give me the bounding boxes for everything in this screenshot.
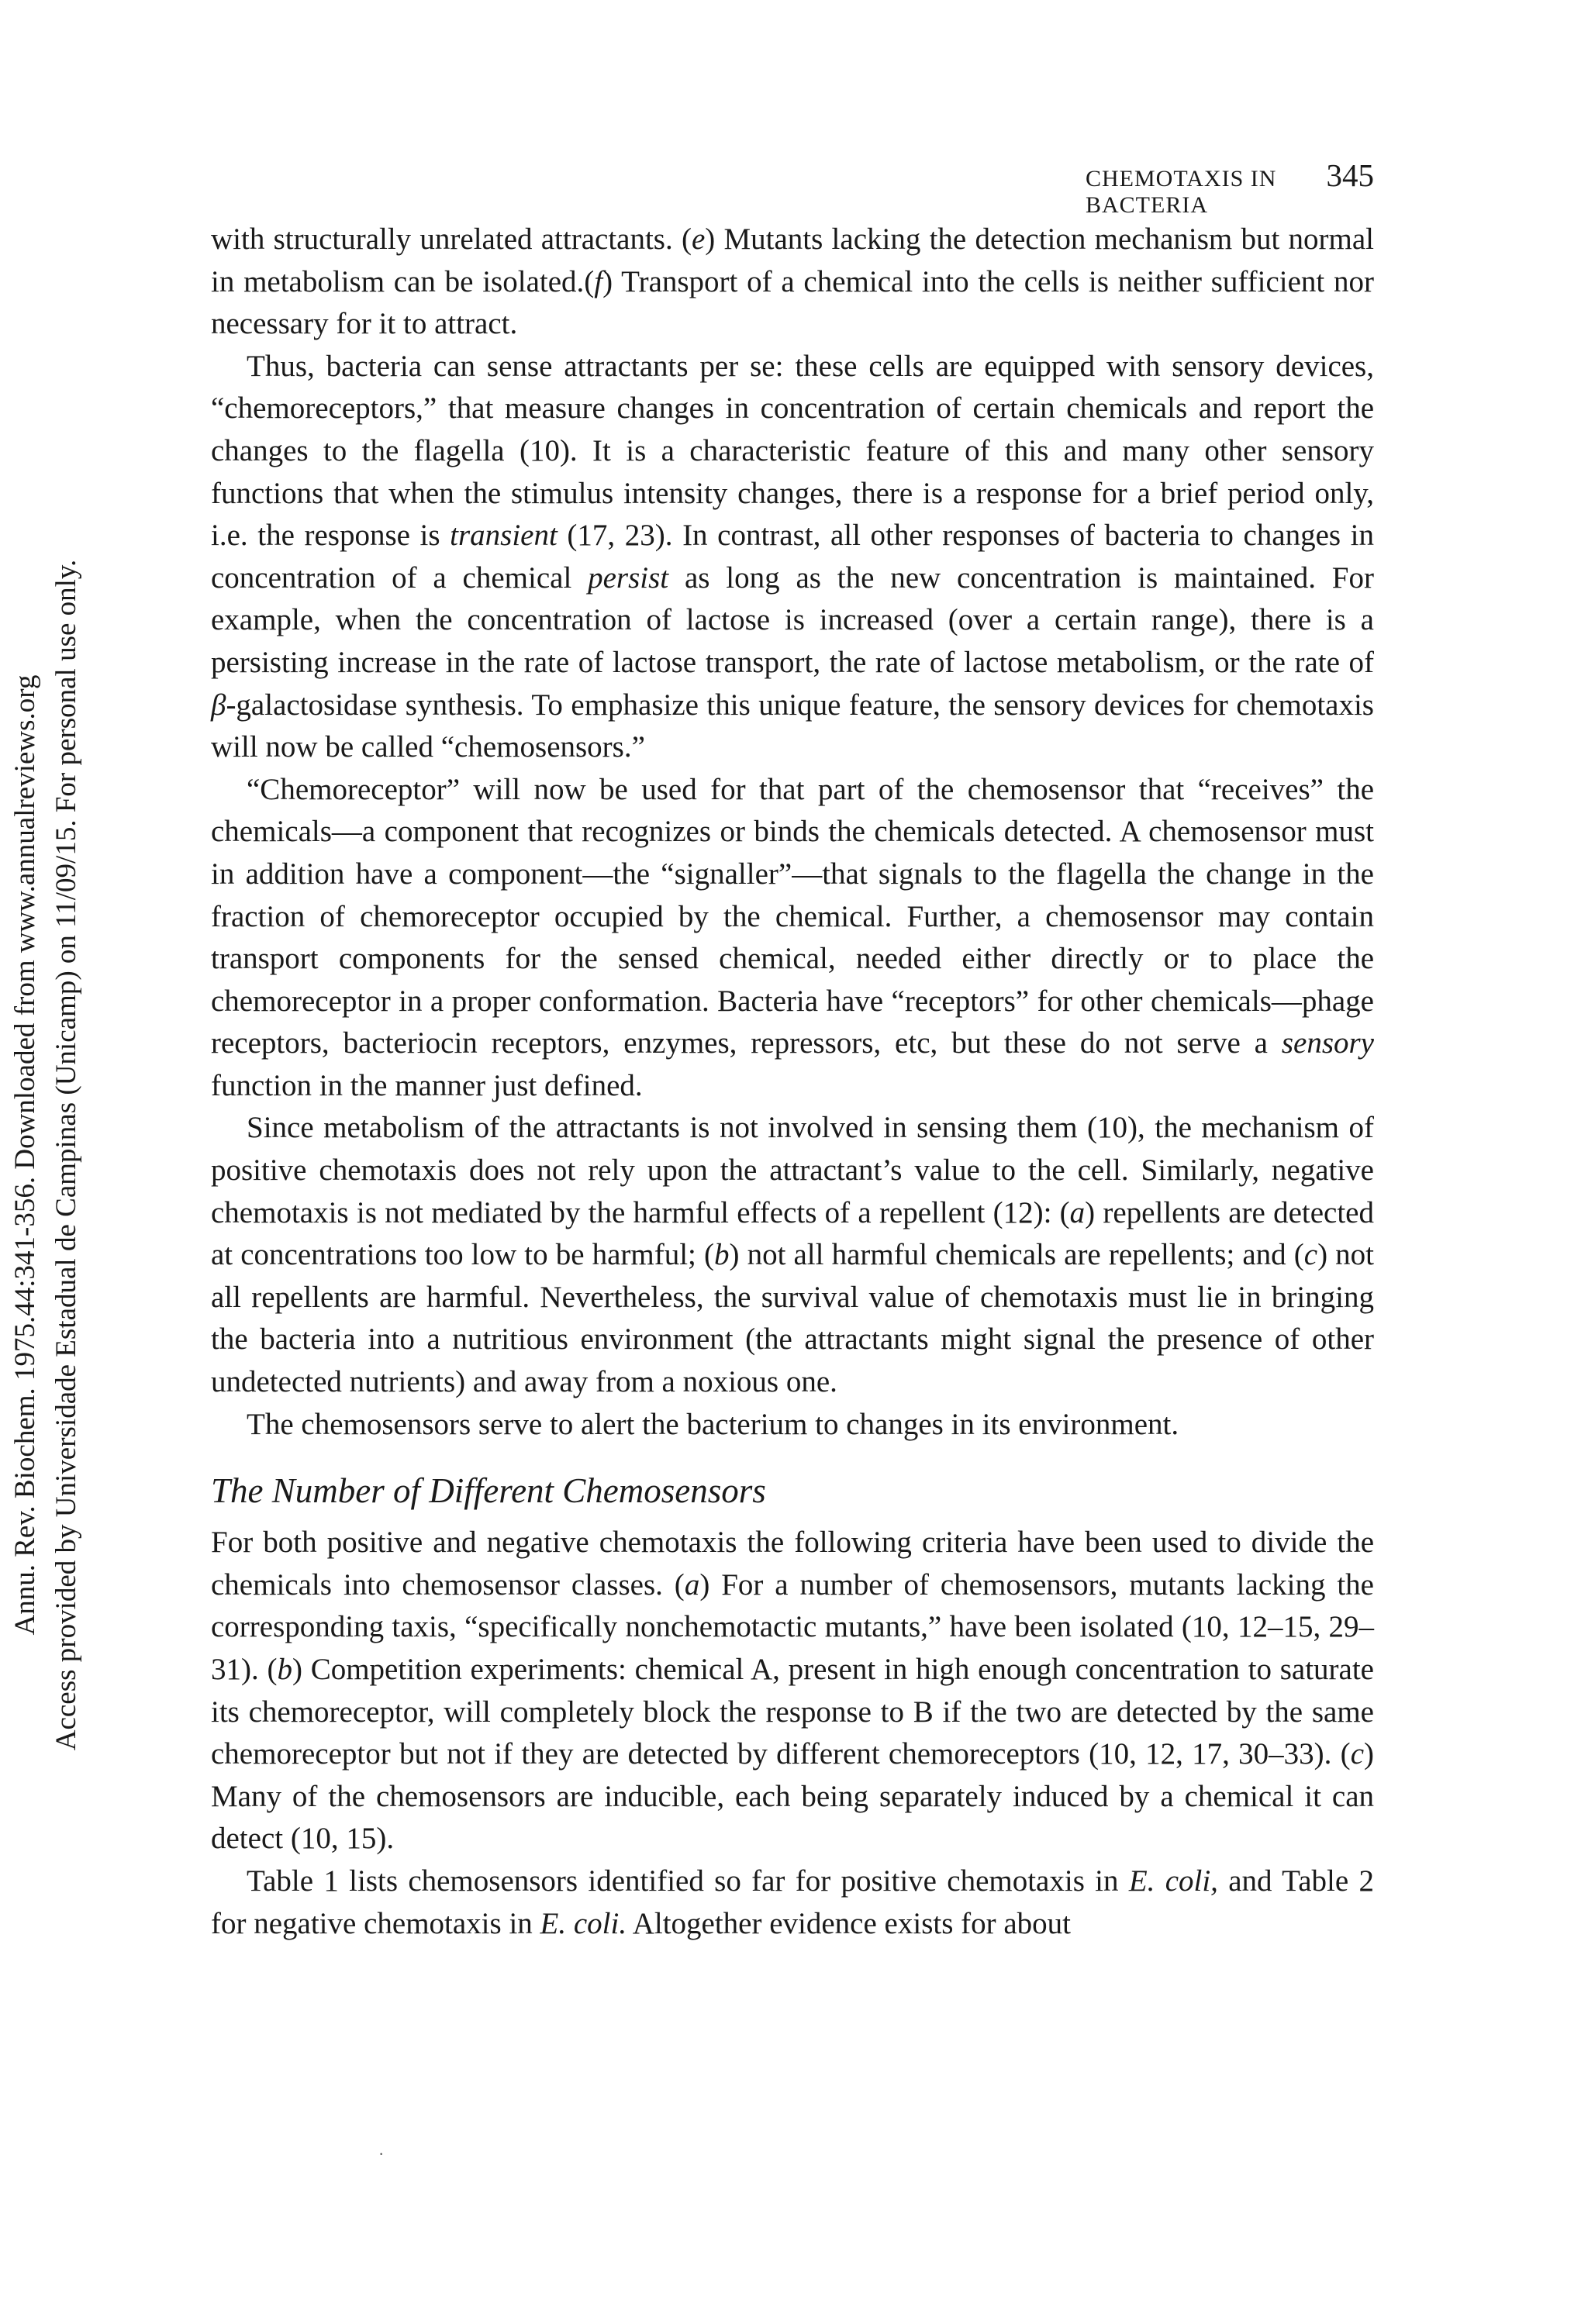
italic-run: c [1350, 1737, 1364, 1771]
italic-run: persist [588, 560, 669, 595]
italic-run: c [1303, 1238, 1318, 1272]
text-run: function in the manner just defined. [211, 1068, 643, 1102]
text-run: Table 1 lists chemosensors identified so far for positive chemotaxis in [247, 1864, 1129, 1898]
running-header [1086, 157, 1374, 219]
text-run: The chemosensors serve to alert the bacterium to changes in its environment. [247, 1407, 1179, 1441]
running-title: CHEMOTAXIS IN BACTERIA [1086, 166, 1277, 218]
italic-run: E. coli. [540, 1906, 627, 1940]
text-run: ) Transport of a chemical into the cells is neither sufficient nor necessary for it to attract. [211, 264, 1375, 341]
text-run: and Table 2 for negative chemotaxis in [211, 1864, 1374, 1940]
paragraph-4 [211, 1107, 1374, 1403]
paragraph-6 [211, 1522, 1374, 1860]
text-run: Altogether evidence exists for about [627, 1906, 1072, 1940]
italic-run: a [1069, 1195, 1086, 1229]
paragraph-5 [211, 1404, 1374, 1446]
text-run: Since metabolism of the attractants is not involved in sensing them (10), the mechanism of positive chemotaxis does not rely upon the attractant’s value to the cell. Similarly, negative chemotaxis is not mediated by the harmful effects of a repellent (12): ( [211, 1111, 1374, 1229]
section-heading: The Number of Different Chemosensors [211, 1471, 766, 1511]
italic-run: e [691, 222, 706, 256]
italic-run: sensory [1281, 1026, 1374, 1060]
italic-run: β [211, 688, 226, 722]
italic-run: a [684, 1567, 700, 1602]
citation-line: Annu. Rev. Biochem. 1975.44:341-356. Downloaded from www.annualreviews.org [9, 674, 41, 1636]
body-text [211, 219, 1374, 1945]
text-run: (17, 23). In contrast, all other responses of bacteria to changes in concentration of a chemical [211, 519, 1374, 595]
text-run: -galactosidase synthesis. To emphasize this unique feature, the sensory devices for chemotaxis will now be called “chemosensors.” [211, 688, 1374, 764]
text-run: Thus, bacteria can sense attractants per se: these cells are equipped with sensory devices, “chemoreceptors,” that measure changes in concentration of certain chemicals and report the changes to the flagella (10). It is a characteristic feature of this and many other sensory functions that when the stimulus intensity changes, there is a response for a brief period only, i.e. the response is [211, 349, 1374, 553]
text-run: as long as the new concentration is maintained. For example, when the concentration of lactose is increased (over a certain range), there is a persisting increase in the rate of lactose transport, the rate of lactose metabolism, or the rate of [211, 560, 1374, 679]
paragraph-3 [211, 769, 1374, 1108]
text-run: with structurally unrelated attractants. ( [211, 222, 692, 256]
page-number: 345 [1326, 157, 1374, 193]
text-run: For both positive and negative chemotaxis the following criteria have been used to divide the chemicals into chemosensor classes. ( [211, 1526, 1374, 1602]
italic-run: E. coli, [1128, 1864, 1218, 1898]
italic-run: b [277, 1653, 292, 1686]
stray-mark: · [378, 2144, 385, 2164]
italic-run: b [713, 1238, 730, 1272]
italic-run: f [594, 264, 603, 298]
access-line: Access provided by Universidade Estadual de Campinas (Unicamp) on 11/09/15. For personal use only. [50, 559, 82, 1751]
text-run: ) not all repellents are harmful. Nevertheless, the survival value of chemotaxis must lie in bringing the bacteria into a nutritious environment (the attractants might signal the presence of other undetected nutrients) and away from a noxious one. [211, 1238, 1374, 1399]
text-run: ) For a number of chemosensors, mutants lacking the corresponding taxis, “specifically nonchemotactic mutants,” have been isolated (10, 12–15, 29–31). ( [211, 1567, 1374, 1686]
text-run: ) Competition experiments: chemical A, present in high enough concentration to saturate its chemoreceptor, will completely block the response to B if the two are detected by the same chemoreceptor but not if they are detected by different chemoreceptors (10, 12, 17, 30–33). ( [211, 1653, 1374, 1771]
text-run: ) Mutants lacking the detection mechanism but normal in metabolism can be isolated.( [211, 222, 1374, 298]
text-run: “Chemoreceptor” will now be used for that part of the chemosensor that “receives” the chemicals—a component that recognizes or binds the chemicals detected. A chemosensor must in addition have a component—the “signaller”—that signals to the flagella the change in the fraction of chemoreceptor occupied by the chemical. Further, a chemosensor may contain transport components for the sensed chemical, needed either directly or to place the chemoreceptor in a proper conformation. Bacteria have “receptors” for other chemicals—phage receptors, bacteriocin receptors, enzymes, repressors, etc, but these do not serve a [211, 772, 1374, 1060]
italic-run: transient [450, 519, 558, 553]
access-watermark [5, 434, 90, 1876]
paragraph-7 [211, 1860, 1374, 1945]
text-run: ) Many of the chemosensors are inducible, each being separately induced by a chemical it can detect (10, 15). [211, 1737, 1374, 1856]
text-run: ) repellents are detected at concentrations too low to be harmful; ( [211, 1195, 1374, 1272]
paragraph-2 [211, 346, 1374, 769]
text-run: ) not all harmful chemicals are repellents; and ( [729, 1238, 1304, 1272]
paragraph-1 [211, 219, 1374, 346]
